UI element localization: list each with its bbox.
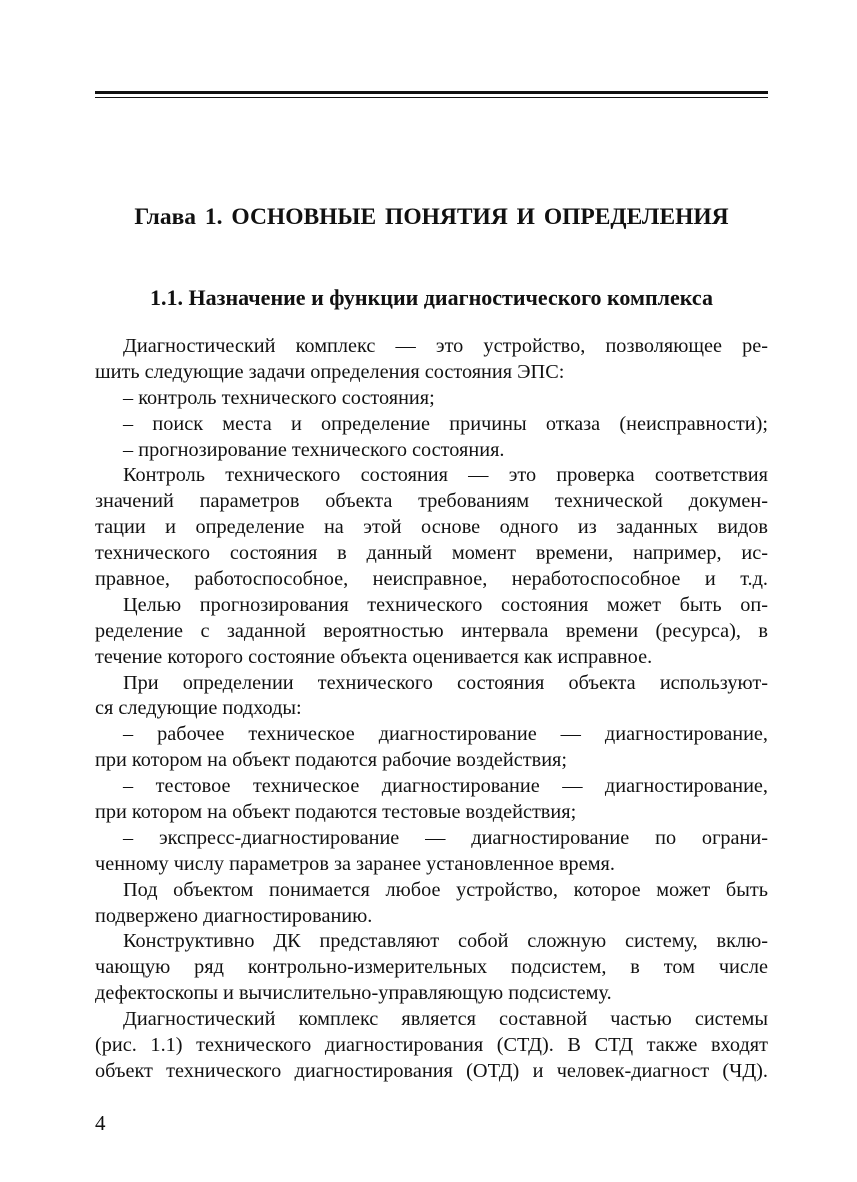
text-line: Диагностический комплекс является составной частью системы (123, 1008, 768, 1031)
header-rule-thin (95, 97, 768, 98)
text-line: Целью прогнозирования технического состояния может быть оп- (123, 593, 768, 616)
text-line: ся следующие подходы: (95, 697, 302, 720)
text-line: объект технического диагностирования (ОТД) и человек-диагност (ЧД). (95, 1059, 768, 1082)
text-line: технического состояния в данный момент времени, например, ис- (95, 542, 768, 565)
text-line: – тестовое техническое диагностирование — диагностирование, (123, 775, 768, 798)
text-line: тации и определение на этой основе одного из заданных видов (95, 516, 768, 539)
text-line: – экспресс-диагностирование — диагностирование по ограни- (123, 826, 768, 849)
text-line: – прогнозирование технического состояния. (123, 438, 505, 461)
text-line: правное, работоспособное, неисправное, неработоспособное и т.д. (95, 568, 768, 591)
text-line: течение которого состояние объекта оценивается как исправное. (95, 645, 653, 668)
text-line: Контроль технического состояния — это проверка соответствия (123, 464, 768, 487)
body-text (95, 334, 768, 1085)
text-line: Диагностический комплекс — это устройство, позволяющее ре- (123, 335, 768, 357)
text-line: (рис. 1.1) технического диагностирования (СТД). В СТД также входят (95, 1034, 768, 1057)
text-line: ченному числу параметров за заранее установленное время. (95, 852, 615, 875)
header-rule-thick (95, 91, 768, 94)
text-line: При определении технического состояния объекта используют- (123, 671, 768, 694)
text-line: значений параметров объекта требованиям технической докумен- (95, 490, 768, 513)
page-number: 4 (95, 1111, 106, 1135)
text-line: при котором на объект подаются рабочие воздействия; (95, 749, 568, 772)
chapter-title: Глава 1. ОСНОВНЫЕ ПОНЯТИЯ И ОПРЕДЕЛЕНИЯ (134, 204, 729, 230)
text-line: ределение с заданной вероятностью интервала времени (ресурса), в (95, 619, 768, 642)
section-title: 1.1. Назначение и функции диагностического комплекса (150, 285, 713, 310)
text-line: при котором на объект подаются тестовые воздействия; (95, 801, 577, 824)
text-line: чающую ряд контрольно-измерительных подсистем, в том числе (95, 956, 768, 979)
text-line: шить следующие задачи определения состояния ЭПС: (95, 360, 565, 383)
text-line: Под объектом понимается любое устройство, которое может быть (123, 878, 768, 901)
text-line: – поиск места и определение причины отказа (неисправности); (123, 412, 768, 435)
text-line: дефектоскопы и вычислительно-управляющую подсистему. (95, 982, 612, 1005)
text-line: Конструктивно ДК представляют собой сложную систему, вклю- (123, 930, 768, 953)
text-line: подвержено диагностированию. (95, 904, 373, 927)
text-line: – контроль технического состояния; (123, 386, 435, 409)
text-line: – рабочее техническое диагностирование — диагностирование, (123, 723, 768, 746)
